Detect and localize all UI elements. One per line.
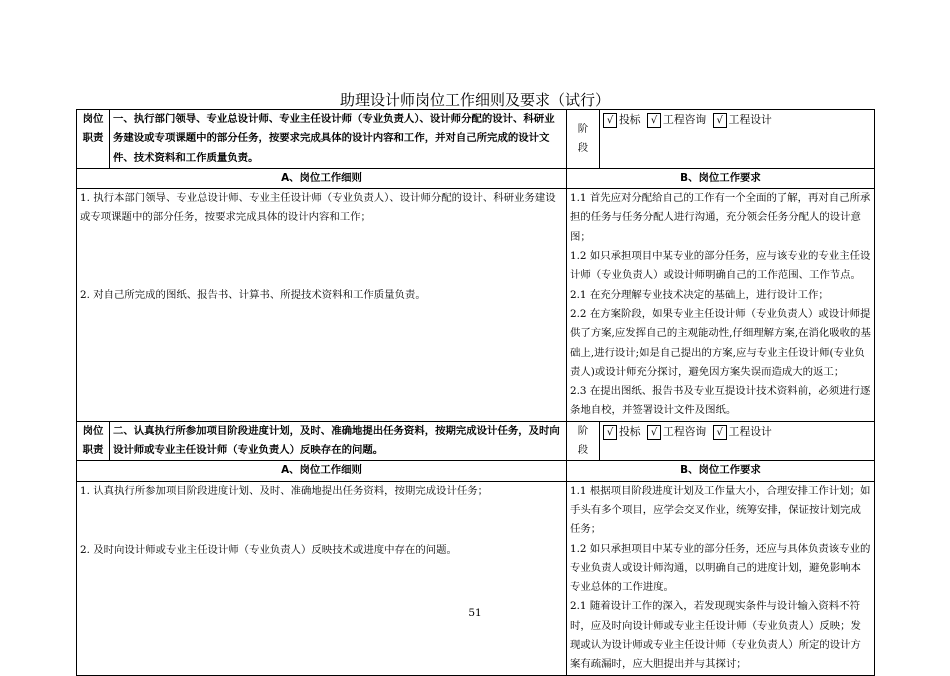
option-design[interactable]: √ 工程设计	[713, 422, 772, 441]
requirement-item: 1.2 如只承担项目中某专业的部分任务，还应与具体负责该专业的专业负责人或设计师沟通，以明确自己的进度计划，避免影响本专业总体的工作进度。	[570, 542, 871, 594]
duty-text-2: 二、认真执行所参加项目阶段进度计划，及时、准确地提出任务资料，按期完成设计任务，及时向设计师或专业主任设计师（专业负责人）反映存在的问题。	[110, 421, 567, 461]
checkbox-checked-icon[interactable]: √	[713, 113, 727, 128]
detail-item: 1. 认真执行所参加项目阶段进度计划、及时、准确地提出任务资料，按期完成设计任务；	[80, 484, 489, 497]
stage-options-1	[600, 110, 875, 169]
content-row-2	[77, 481, 875, 675]
col-a-header: A、岗位工作细则	[77, 461, 567, 481]
page-title: 助理设计师岗位工作细则及要求（试行）	[339, 91, 610, 109]
details-cell-1	[77, 189, 567, 422]
option-consulting[interactable]: √ 工程咨询	[647, 110, 706, 129]
column-header-row-1	[77, 168, 875, 188]
requirement-item: 1.2 如只承担项目中某专业的部分任务，应与该专业的专业主任设计师（专业负责人）或设计师明确自己的工作范围、工作节点。	[570, 250, 871, 282]
option-consulting[interactable]: √ 工程咨询	[647, 422, 706, 441]
duty-text-1: 一、执行部门领导、专业总设计师、专业主任设计师（专业负责人）、设计师分配的设计、科研业务建设或专项课题中的部分任务，按要求完成具体的设计内容和工作，并对自己所完成的设计文件、技术资料和工作质量负责。	[110, 110, 567, 169]
requirements-cell-2	[567, 481, 875, 675]
col-b-header: B、岗位工作要求	[567, 168, 875, 188]
stage-label: 阶 段	[567, 421, 600, 461]
col-b-header: B、岗位工作要求	[567, 461, 875, 481]
col-a-header: A、岗位工作细则	[77, 168, 567, 188]
option-bidding[interactable]: √ 投标	[603, 422, 641, 441]
duty-row-2	[77, 421, 875, 461]
requirement-item: 2.3 在提出图纸、报告书及专业互提设计技术资料前，必须进行逐条地自校，并签署设计文件及图纸。	[570, 385, 871, 417]
detail-item: 2. 及时向设计师或专业主任设计师（专业负责人）反映技术或进度中存在的问题。	[80, 543, 457, 556]
option-design[interactable]: √ 工程设计	[713, 110, 772, 129]
requirements-cell-1	[567, 189, 875, 422]
requirement-item: 2.2 在方案阶段，如果专业主任设计师（专业负责人）或设计师提供了方案,应发挥自己的主观能动性,仔细理解方案,在消化吸收的基础上,进行设计;如是自己提出的方案,应与专业主任设计师(专业负责人)或设计师充分探讨，避免因方案失误而造成大的返工；	[570, 307, 871, 378]
detail-item: 2. 对自己所完成的图纸、报告书、计算书、所提技术资料和工作质量负责。	[80, 288, 426, 301]
checkbox-checked-icon[interactable]: √	[647, 425, 661, 440]
page-number: 51	[468, 607, 482, 619]
requirement-item: 2.1 随着设计工作的深入，若发现现实条件与设计输入资料不符时，应及时向设计师或专业主任设计师（专业负责人）反映；发现或认为设计师或专业主任设计师（专业负责人）所定的设计方案有疏漏时，应大胆提出并与其探讨；	[570, 600, 861, 671]
checkbox-checked-icon[interactable]: √	[647, 113, 661, 128]
checkbox-checked-icon[interactable]: √	[603, 425, 617, 440]
post-duty-label: 岗位 职责	[77, 421, 110, 461]
checkbox-checked-icon[interactable]: √	[603, 113, 617, 128]
column-header-row-2	[77, 461, 875, 481]
stage-options-2	[600, 421, 875, 461]
content-row-1	[77, 189, 875, 422]
post-duty-label: 岗位 职责	[77, 110, 110, 169]
details-cell-2	[77, 481, 567, 675]
option-bidding[interactable]: √ 投标	[603, 110, 641, 129]
stage-label: 阶 段	[567, 110, 600, 169]
job-duty-table	[76, 109, 875, 676]
checkbox-checked-icon[interactable]: √	[713, 425, 727, 440]
detail-item: 1. 执行本部门领导、专业总设计师、专业主任设计师（专业负责人）、设计师分配的设计、科研业务建设或专项课题中的部分任务，按要求完成具体的设计内容和工作；	[80, 192, 556, 224]
requirement-item: 1.1 首先应对分配给自己的工作有一个全面的了解，再对自己所承担的任务与任务分配人进行沟通，充分领会任务分配人的设计意图；	[570, 192, 871, 243]
requirement-item: 2.1 在充分理解专业技术决定的基础上，进行设计工作；	[570, 288, 829, 301]
requirement-item: 1.1 根据项目阶段进度计划及工作量大小，合理安排工作计划；如手头有多个项目，应学会交叉作业，统筹安排，保证按计划完成任务；	[570, 484, 871, 536]
duty-row-1	[77, 110, 875, 169]
